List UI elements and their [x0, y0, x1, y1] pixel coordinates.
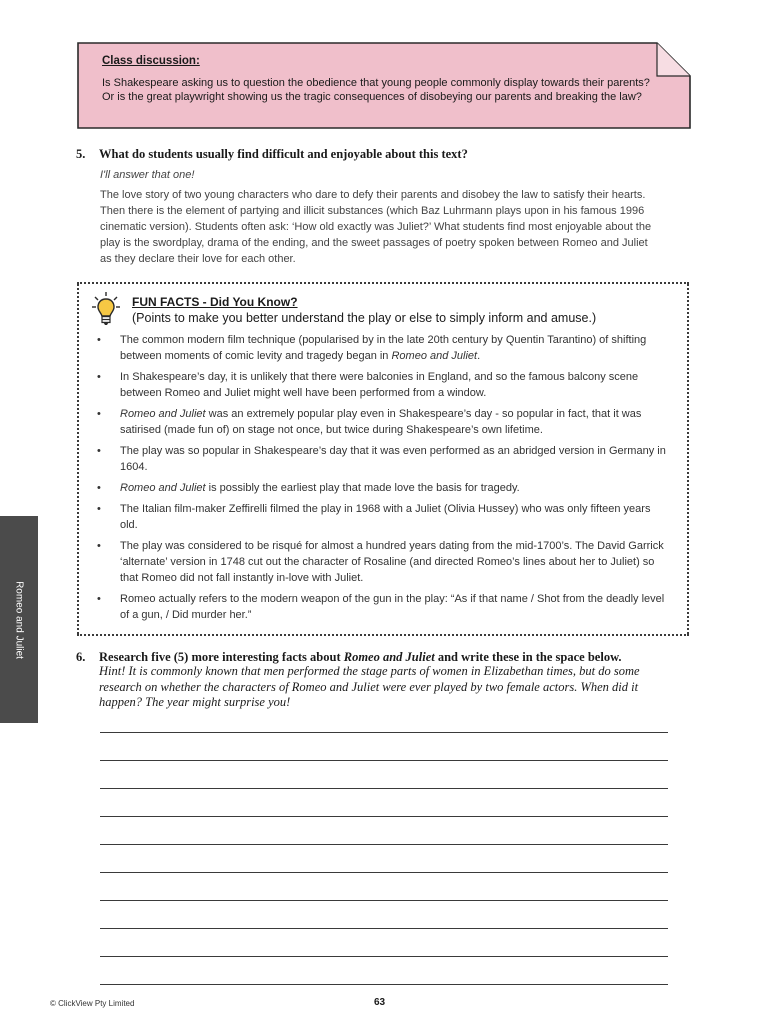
bullet: • [97, 482, 101, 494]
fun-facts-title: FUN FACTS - Did You Know? [132, 295, 298, 309]
fun-facts-list [95, 332, 670, 628]
fact-text: In Shakespeare’s day, it is unlikely that there were balconies in England, and so the famous balcony scene between Romeo and Juliet might well have been performed from a window. [120, 371, 639, 399]
lightbulb-icon [91, 291, 121, 327]
fact-title-italic: Romeo and Juliet [120, 482, 206, 494]
fact-text: The play was so popular in Shakespeare’s day that it was even performed as an abridged version in Germany in 1604. [120, 445, 666, 473]
side-tab [0, 516, 38, 723]
class-discussion-box [77, 42, 691, 129]
answer-line[interactable] [100, 956, 668, 957]
bullet: • [97, 540, 101, 552]
side-tab-label: Romeo and Juliet [13, 580, 25, 659]
question-text-start: Research five (5) more interesting facts about [99, 650, 344, 664]
bullet: • [97, 503, 101, 515]
question-6-hint: Hint! It is commonly known that men performed the stage parts of women in Elizabethan times, but do some research on whether the characters of Romeo and Juliet were ever played by two female actors. When did it happen? The year might surprise you! [99, 664, 640, 709]
answer-line[interactable] [100, 928, 668, 929]
answer-line[interactable] [100, 760, 668, 761]
question-5-answer: The love story of two young characters who dare to defy their parents and disobey the law to satisfy their hearts. Then there is the element of partying and illicit substances (which Baz Luhrmann plays upon in his famous 1996 cinematic version). Students often ask: ‘How old exactly was Juliet?’ What students find most enjoyable about the play is the swordplay, drama of the ending, and the sweet passages of poetry spoken between Romeo and Juliet as they declare their love for each other. [100, 189, 652, 265]
question-number: 5. [76, 147, 86, 161]
list-item [95, 443, 670, 475]
list-item [95, 406, 670, 438]
fact-text: The Italian film-maker Zeffirelli filmed the play in 1968 with a Juliet (Olivia Hussey) who was only fifteen years old. [120, 503, 651, 531]
bullet: • [97, 408, 101, 420]
fun-facts-subtitle: (Points to make you better understand the play or else to simply inform and amuse.) [132, 311, 597, 325]
list-item [95, 501, 670, 533]
fact-text-end: is possibly the earliest play that made love the basis for tragedy. [205, 482, 520, 494]
answer-line[interactable] [100, 732, 668, 733]
bullet: • [97, 445, 101, 457]
list-item [95, 480, 670, 496]
list-item [95, 538, 670, 586]
fact-text: Romeo actually refers to the modern weapon of the gun in the play: “As if that name / Shot from the deadly level of a gun, / Did murder her.” [120, 593, 665, 621]
fact-title-italic: Romeo and Juliet [391, 350, 478, 362]
answer-line[interactable] [100, 984, 668, 985]
answer-line[interactable] [100, 900, 668, 901]
fact-text-end: . [477, 350, 481, 362]
page-number: 63 [374, 997, 386, 1008]
question-text-end: and write these in the space below. [434, 650, 622, 664]
answer-line[interactable] [100, 816, 668, 817]
question-text [99, 650, 622, 665]
fact-title-italic: Romeo and Juliet [120, 408, 206, 420]
answer-line[interactable] [100, 844, 668, 845]
fact-text-end: was an extremely popular play even in Shakespeare’s day - so popular in fact, that it was satirised (made fun of) on stage not once, but twice during Shakespeare’s own lifetime. [120, 408, 642, 436]
bullet: • [97, 593, 101, 605]
question-text: What do students usually find difficult and enjoyable about this text? [99, 147, 468, 161]
bullet: • [97, 334, 101, 346]
list-item [95, 332, 670, 364]
discussion-body: Is Shakespeare asking us to question the obedience that young people commonly display towards their parents? Or is the great playwright showing us the tragic consequences of disobeying our parents and breaking the law? [102, 77, 650, 103]
question-number: 6. [76, 650, 86, 664]
fun-facts-box [77, 282, 689, 636]
discussion-title: Class discussion: [102, 55, 200, 67]
list-item [95, 369, 670, 401]
copyright: © ClickView Pty Limited [50, 999, 135, 1008]
bullet: • [97, 371, 101, 383]
fact-text: The common modern film technique (popularised by in the late 20th century by Quentin Tarantino) of shifting between moments of comic levity and tragedy began in [120, 334, 647, 362]
question-title-italic: Romeo and Juliet [343, 650, 435, 664]
answer-line[interactable] [100, 788, 668, 789]
answer-line[interactable] [100, 872, 668, 873]
fact-text: The play was considered to be risqué for almost a hundred years dating from the mid-1700’s. The David Garrick ‘alternate’ version in 1748 cut out the character of Rosaline (and directed Romeo’s lines about her to Juliet) so that Romeo did not fall instantly in-love with Juliet. [120, 540, 664, 584]
list-item [95, 591, 670, 623]
question-5-subtitle: I'll answer that one! [100, 169, 195, 181]
